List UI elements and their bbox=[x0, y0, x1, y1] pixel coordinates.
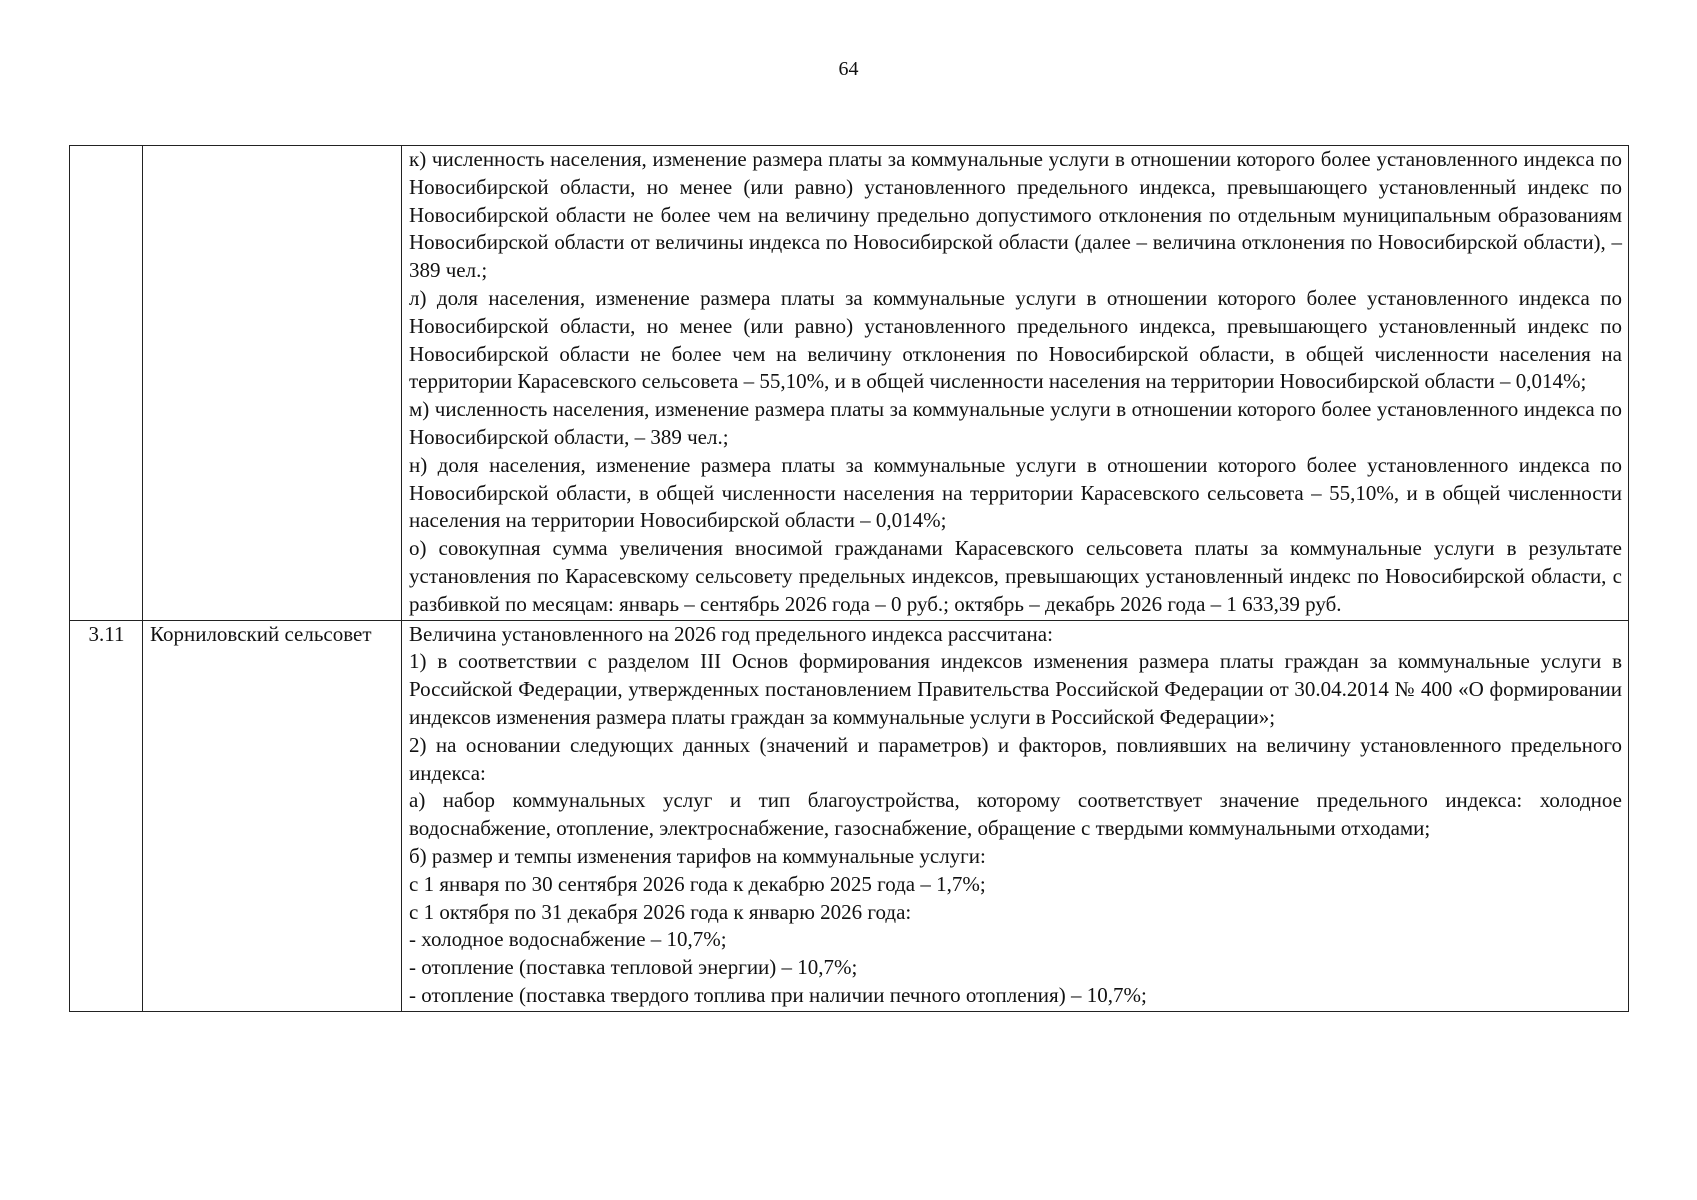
table-row bbox=[70, 146, 1629, 621]
description-cell bbox=[402, 620, 1629, 1011]
paragraph: к) численность населения, изменение размера платы за коммунальные услуги в отношении которого более установленного индекса по Новосибирской области, но менее (или равно) установленного предельного индекса, превышающего установленный индекс по Новосибирской области не более чем на величину предельно допустимого отклонения по отдельным муниципальным образованиям Новосибирской области от величины индекса по Новосибирской области (далее – величина отклонения по Новосибирской области), – 389 чел.; bbox=[409, 147, 1622, 283]
description-cell bbox=[402, 146, 1629, 621]
document-table bbox=[69, 145, 1629, 1012]
paragraph: 1) в соответствии с разделом III Основ формирования индексов изменения размера платы граждан за коммунальные услуги в Российской Федерации, утвержденных постановлением Правительства Российской Федерации от 30.04.2014 № 400 «О формировании индексов изменения размера платы граждан за коммунальные услуги в Российской Федерации»; bbox=[409, 649, 1622, 729]
paragraph: - холодное водоснабжение – 10,7%; bbox=[409, 927, 727, 952]
page-number: 64 bbox=[838, 58, 859, 80]
paragraph: - отопление (поставка твердого топлива при наличии печного отопления) – 10,7%; bbox=[409, 982, 1147, 1007]
municipality-name: Корниловский сельсовет bbox=[143, 620, 402, 1011]
row-number bbox=[70, 146, 143, 621]
table-row bbox=[70, 620, 1629, 1011]
paragraph: о) совокупная сумма увеличения вносимой гражданами Карасевского сельсовета платы за коммунальные услуги в результате установления по Карасевскому сельсовету предельных индексов, превышающих установленный индекс по Новосибирской области, с разбивкой по месяцам: январь – сентябрь 2026 года – 0 руб.; октябрь – декабрь 2026 года – 1 633,39 руб. bbox=[409, 536, 1622, 616]
paragraph: Величина установленного на 2026 год предельного индекса рассчитана: bbox=[409, 621, 1053, 646]
paragraph: н) доля населения, изменение размера платы за коммунальные услуги в отношении которого более установленного индекса по Новосибирской области, в общей численности населения на территории Карасевского сельсовета – 55,10%, и в общей численности населения на территории Новосибирской области – 0,014%; bbox=[409, 452, 1622, 533]
row-number: 3.11 bbox=[70, 620, 143, 1011]
paragraph: - отопление (поставка тепловой энергии) – 10,7%; bbox=[409, 955, 858, 980]
paragraph: м) численность населения, изменение размера платы за коммунальные услуги в отношении которого более установленного индекса по Новосибирской области, – 389 чел.; bbox=[409, 397, 1622, 449]
paragraph: с 1 января по 30 сентября 2026 года к декабрю 2025 года – 1,7%; bbox=[409, 871, 986, 896]
paragraph: б) размер и темпы изменения тарифов на коммунальные услуги: bbox=[409, 843, 986, 868]
paragraph: а) набор коммунальных услуг и тип благоустройства, которому соответствует значение предельного индекса: холодное водоснабжение, отопление, электроснабжение, газоснабжение, обращение с твердыми коммунальными отходами; bbox=[409, 788, 1622, 841]
paragraph: л) доля населения, изменение размера платы за коммунальные услуги в отношении которого более установленного индекса по Новосибирской области, но менее (или равно) установленного предельного индекса, превышающего установленный индекс по Новосибирской области не более чем на величину отклонения по Новосибирской области, в общей численности населения на территории Карасевского сельсовета – 55,10%, и в общей численности населения на территории Новосибирской области – 0,014%; bbox=[409, 285, 1622, 394]
municipality-name bbox=[143, 146, 402, 621]
paragraph: 2) на основании следующих данных (значений и параметров) и факторов, повлиявших на величину установленного предельного индекса: bbox=[409, 732, 1622, 785]
paragraph: с 1 октября по 31 декабря 2026 года к январю 2026 года: bbox=[409, 899, 912, 924]
